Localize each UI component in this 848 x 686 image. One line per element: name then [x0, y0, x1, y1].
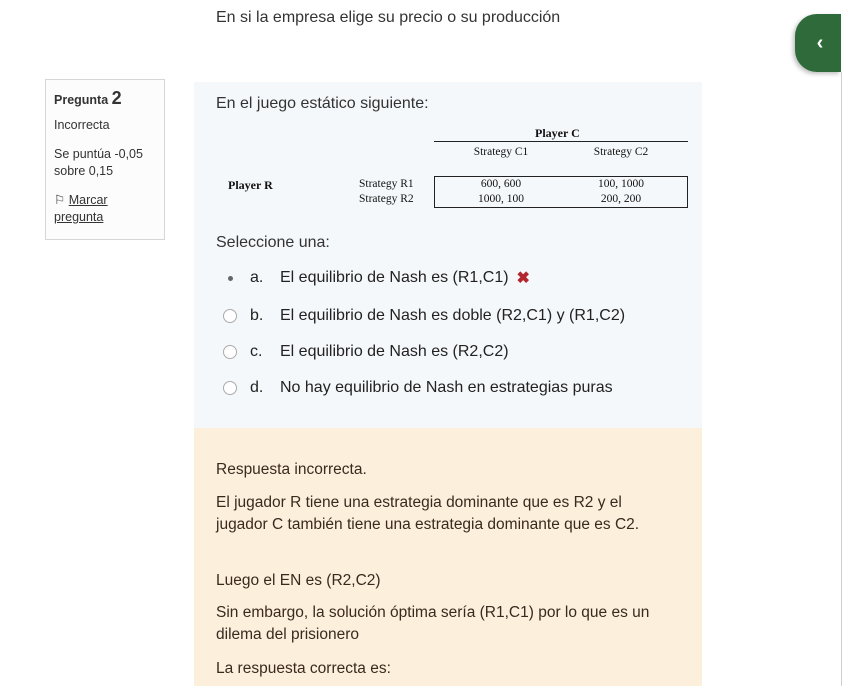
question-info-panel [45, 79, 165, 240]
option-letter: b. [250, 307, 264, 324]
correct-answer-label: La respuesta correcta es: [216, 660, 391, 677]
radio-icon[interactable] [223, 309, 237, 323]
feedback-dilemma: Sin embargo, la solución óptima sería (R1,C1) por lo que es un dilema del prisionero [216, 604, 650, 643]
radio-selected-icon[interactable] [223, 271, 237, 285]
option-text: El equilibrio de Nash es (R2,C2) [280, 343, 509, 360]
flag-icon: ⚐ [54, 193, 66, 207]
page-right-border [841, 72, 842, 686]
question-state: Incorrecta [54, 118, 110, 132]
payoff-cell: 600, 600 [480, 178, 522, 190]
payoff-matrix-image [228, 124, 690, 212]
feedback-result: Respuesta incorrecta. [216, 461, 367, 478]
payoff-cell: 100, 1000 [598, 178, 644, 190]
option-text: El equilibrio de Nash es (R1,C1) [280, 269, 509, 286]
row-strategy-label: Strategy R1 [359, 178, 414, 190]
header-rule [434, 141, 688, 142]
chevron-left-icon: ‹ [816, 31, 824, 54]
radio-icon[interactable] [223, 345, 237, 359]
option-letter: d. [250, 379, 264, 396]
answer-option-b[interactable] [223, 304, 625, 328]
option-letter: a. [250, 269, 264, 286]
answer-option-c[interactable] [223, 340, 509, 364]
col-strategy-header: Strategy C2 [593, 146, 649, 158]
question-grade: Se puntúa -0,05 sobre 0,15 [54, 147, 143, 178]
payoff-cell: 200, 200 [600, 193, 642, 205]
question-text: En el juego estático siguiente: [216, 95, 429, 112]
option-text: No hay equilibrio de Nash en estrategias puras [280, 379, 613, 396]
radio-icon[interactable] [223, 381, 237, 395]
option-letter: c. [250, 343, 263, 360]
row-player-label: Player R [228, 178, 273, 192]
select-one-label: Seleccione una: [216, 234, 330, 251]
col-strategy-header: Strategy C1 [473, 146, 529, 158]
answer-option-d[interactable] [223, 376, 613, 400]
answer-option-a[interactable] [223, 266, 530, 290]
feedback-explanation: El jugador R tiene una estrategia dominante que es R2 y el jugador C también tiene una estrategia dominante que es C2. [216, 494, 640, 533]
col-player-label: Player C [535, 126, 580, 140]
incorrect-x-icon: ✖ [516, 270, 530, 287]
question-number: Pregunta 2 [54, 88, 122, 108]
row-strategy-label: Strategy R2 [359, 193, 414, 205]
option-text: El equilibrio de Nash es doble (R2,C1) y (R1,C2) [280, 307, 626, 324]
flag-question-link[interactable]: ⚐ Marcar pregunta [54, 193, 108, 224]
feedback-equilibrium: Luego el EN es (R2,C2) [216, 572, 381, 589]
drawer-toggle-button[interactable] [795, 14, 841, 72]
previous-answer-text: En si la empresa elige su precio o su producción [216, 9, 561, 26]
payoff-cell: 1000, 100 [478, 193, 524, 205]
